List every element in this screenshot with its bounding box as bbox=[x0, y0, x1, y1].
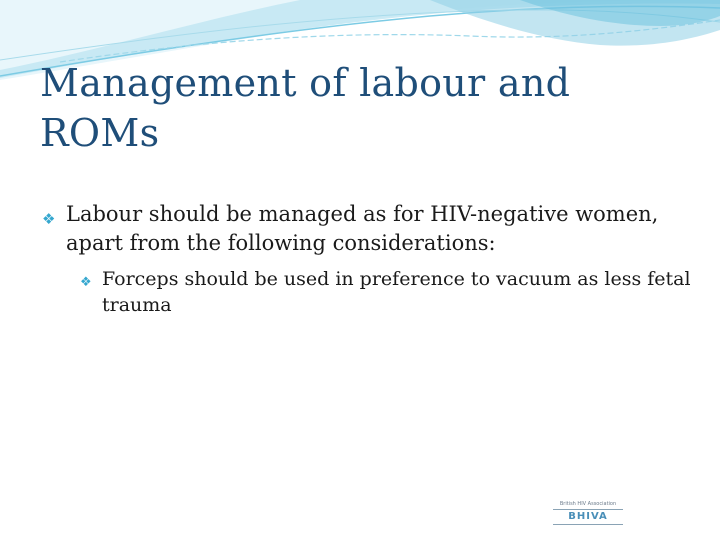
slide-title-line-1: Management of labour and bbox=[40, 61, 571, 105]
slide-body bbox=[42, 200, 691, 318]
sub-bullet-item bbox=[80, 266, 702, 318]
logo-small-text: British HIV Association bbox=[553, 500, 623, 510]
slide-title-line-2: ROMs bbox=[40, 111, 160, 155]
bullet-text: Labour should be managed as for HIV-negative women, apart from the following considerations: bbox=[66, 202, 659, 255]
slide-title bbox=[40, 58, 600, 158]
logo-mark-text: BHIVA bbox=[553, 510, 623, 525]
sub-bullet-text: Forceps should be used in preference to vacuum as less fetal trauma bbox=[102, 268, 691, 316]
bhiva-logo bbox=[553, 500, 623, 526]
ribbon-bullet-icon: ❖ bbox=[42, 210, 56, 228]
ribbon-bullet-icon: ❖ bbox=[80, 275, 92, 290]
bullet-item bbox=[42, 200, 682, 258]
